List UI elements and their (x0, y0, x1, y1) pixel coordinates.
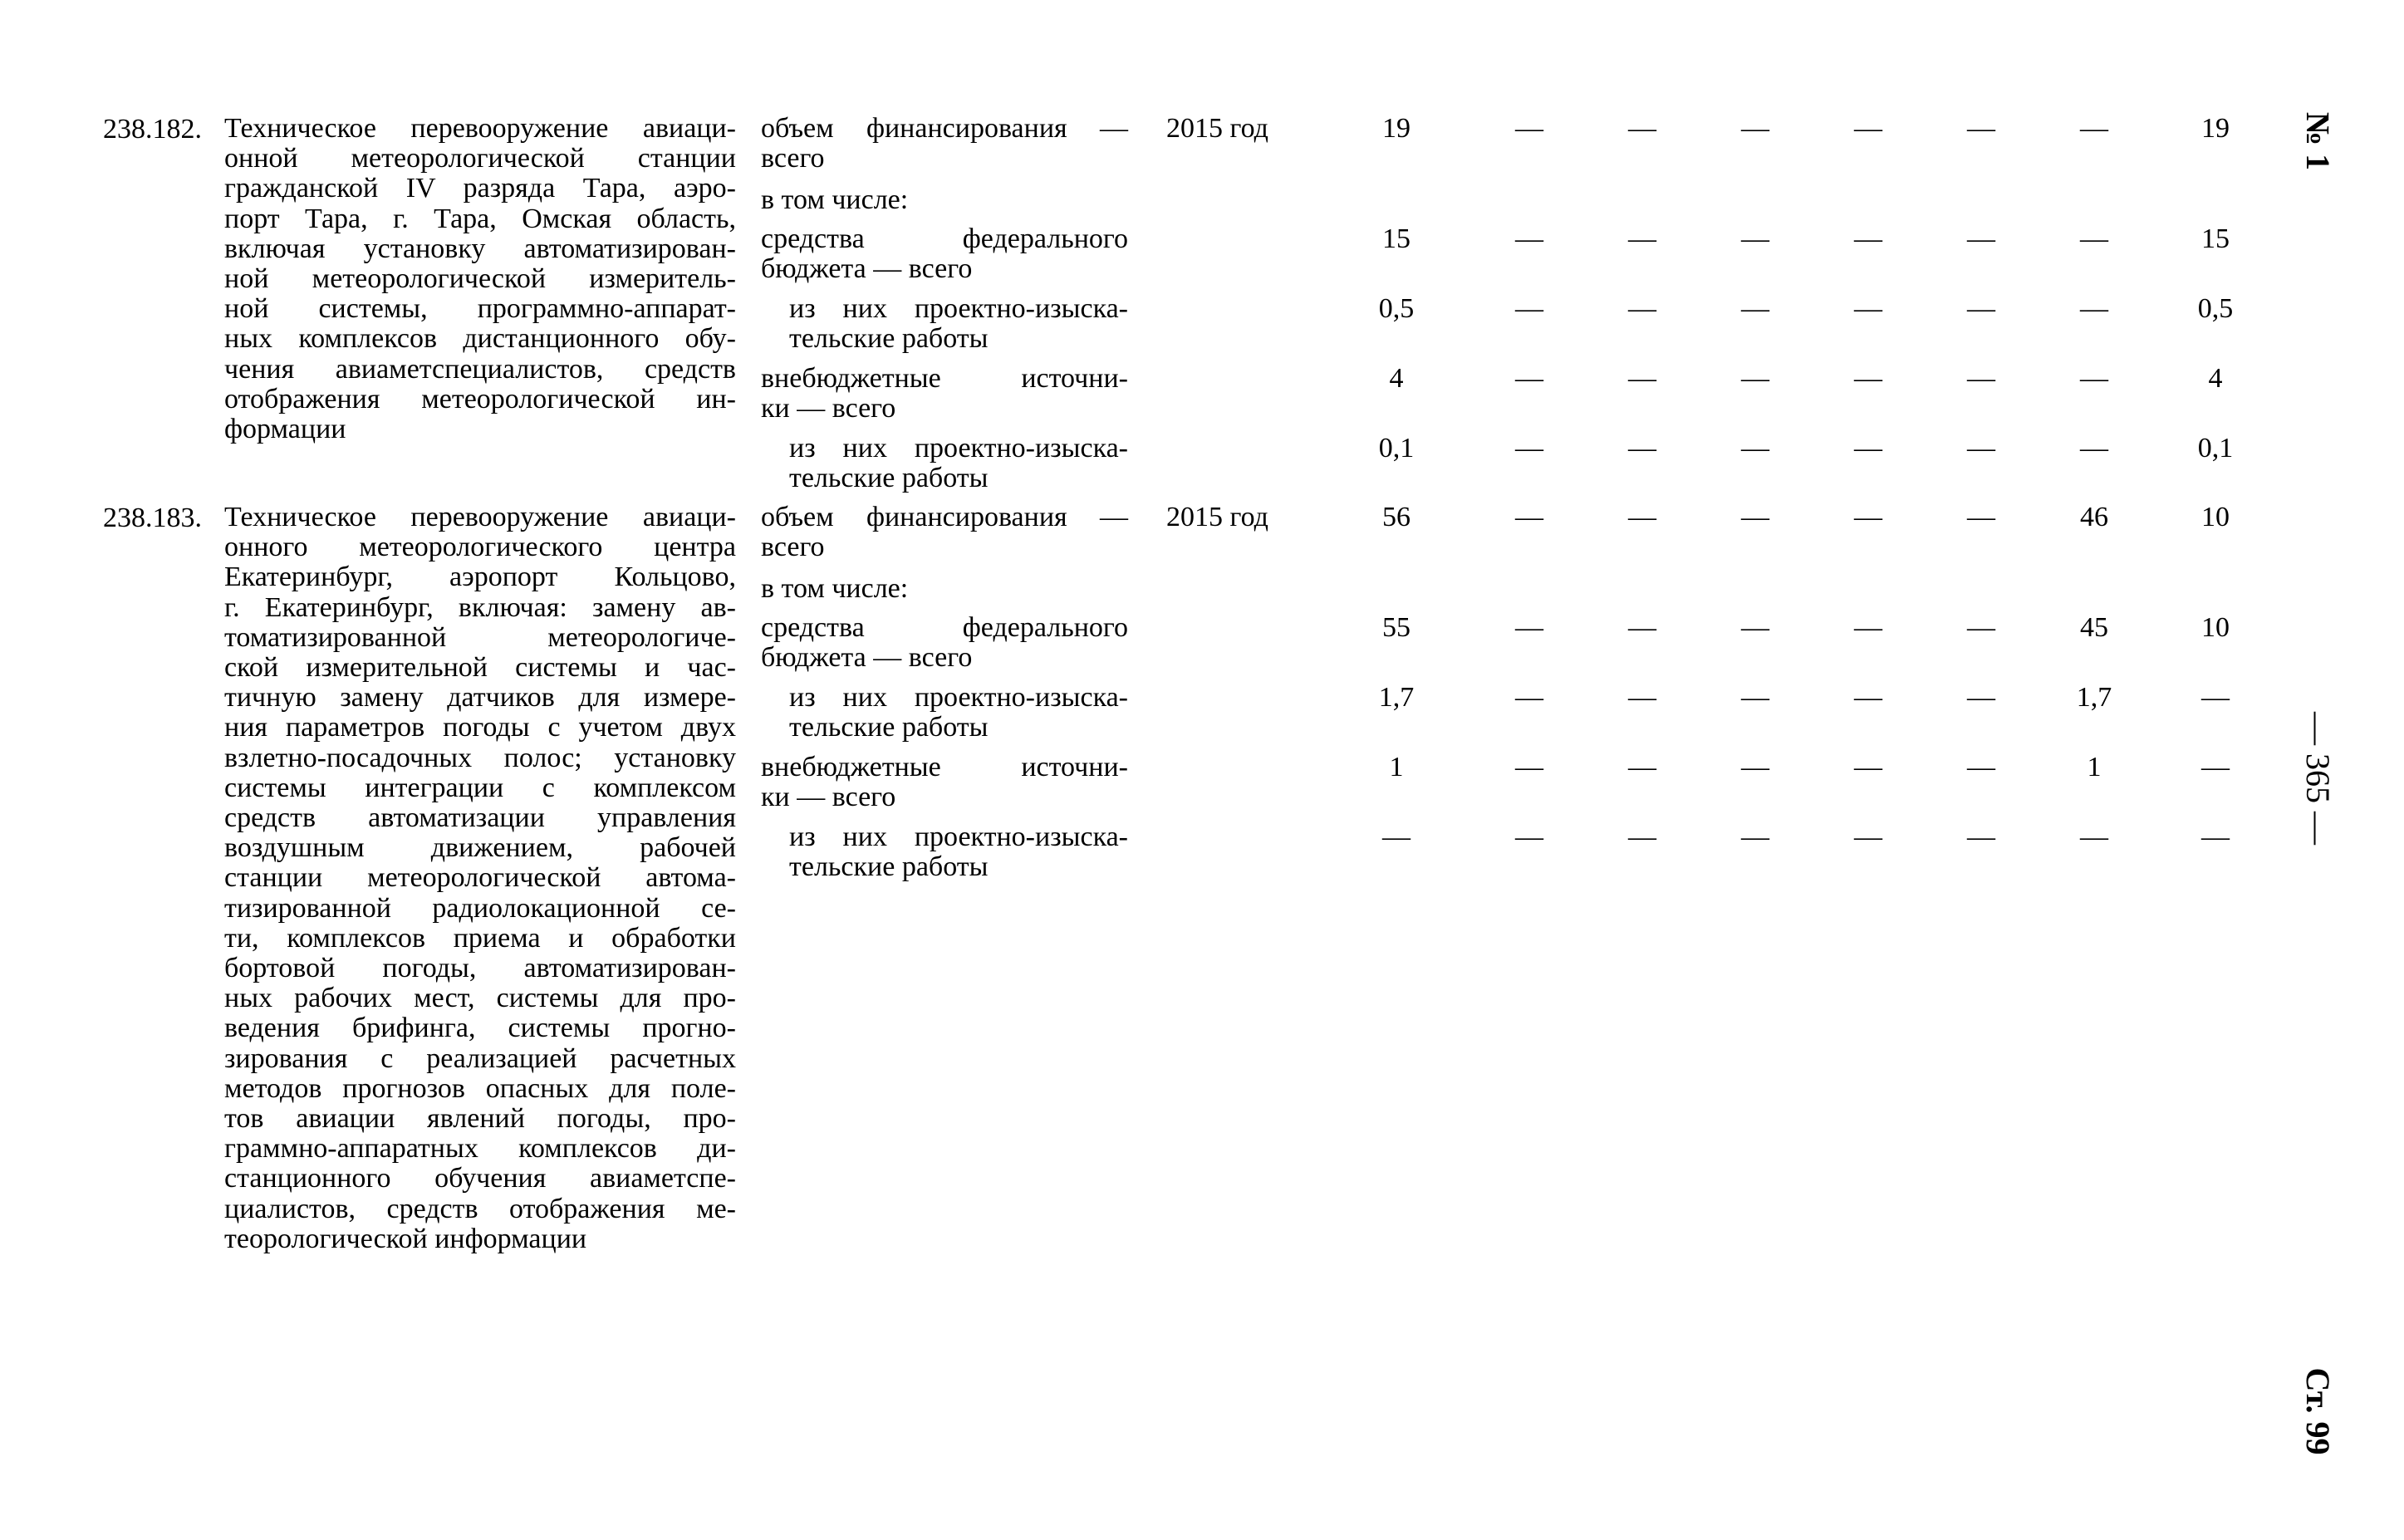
value-cell: — (1854, 113, 1882, 144)
value-cell: — (1967, 821, 1995, 852)
row-label (761, 364, 1128, 424)
value-cell: — (1741, 293, 1769, 324)
value-cell: — (1967, 113, 1995, 144)
description-line: г. Екатеринбург, включая: замену ав- (224, 591, 736, 623)
row-label-line: из них проектно-изыска- (789, 433, 1128, 463)
financing-row-extrabudgetary-design (0, 822, 2404, 884)
period: 2015 год (1166, 502, 1268, 532)
row-label (761, 753, 1128, 812)
value-cell: 0,1 (1378, 433, 1415, 463)
value-cell: — (1967, 502, 1995, 532)
financing-row-total (0, 503, 2404, 564)
value-cell: 15 (2201, 223, 2230, 254)
value-cell: — (1515, 433, 1543, 463)
row-label (761, 114, 1128, 174)
value-cell: — (1854, 752, 1882, 782)
description-line: Техническое перевооружение авиаци- (224, 113, 736, 144)
value-cell: — (1628, 113, 1656, 144)
value-cell: — (2080, 293, 2108, 324)
row-label (789, 294, 1128, 354)
description-line: станционного обучения авиаметспе- (224, 1163, 736, 1194)
description-line: методов прогнозов опасных для поле- (224, 1072, 736, 1104)
issue-number: № 1 (2299, 111, 2337, 171)
row-label (761, 503, 1128, 562)
in-that-number-label: в том числе: (761, 184, 909, 215)
value-cell: — (1628, 612, 1656, 643)
value-cell: — (1628, 363, 1656, 394)
description-line: ных комплексов дистанционного обу- (224, 323, 736, 355)
financing-row-federal-design (0, 683, 2404, 744)
value-cell: 1,7 (1378, 682, 1415, 713)
description-line: Техническое перевооружение авиаци- (224, 502, 736, 532)
value-cell: — (1741, 113, 1769, 144)
value-cell: 10 (2201, 502, 2230, 532)
value-cell: 56 (1382, 502, 1411, 532)
row-label-line: бюджета — всего (761, 642, 973, 673)
row-label-line: тельские работы (789, 712, 989, 743)
page-number: — 365 — (2299, 712, 2337, 845)
value-cell: — (1741, 363, 1769, 394)
description-line: ной системы, программно-аппарат- (224, 293, 736, 325)
value-cell: — (1628, 502, 1656, 532)
description-line: тов авиации явлений погоды, про- (224, 1103, 736, 1135)
value-cell: 55 (1382, 612, 1411, 643)
value-cell: 0,1 (2197, 433, 2234, 463)
value-cell: — (2201, 821, 2230, 852)
value-cell: — (1515, 752, 1543, 782)
description-line: порт Тара, г. Тара, Омская область, (224, 203, 736, 234)
description-line: онной метеорологической станции (224, 143, 736, 174)
value-cell: — (1854, 363, 1882, 394)
financing-row-extrabudgetary (0, 364, 2404, 425)
financing-row-federal (0, 613, 2404, 674)
value-cell: — (1515, 293, 1543, 324)
row-label-line: ки — всего (761, 782, 896, 812)
description-line: тизированной радиолокационной се- (224, 892, 736, 924)
in-that-number-label: в том числе: (761, 573, 909, 604)
row-label-line: ки — всего (761, 393, 896, 424)
value-cell: — (1628, 293, 1656, 324)
value-cell: 0,5 (1378, 293, 1415, 324)
value-cell: — (1967, 612, 1995, 643)
financing-row-federal (0, 224, 2404, 286)
value-cell: — (1628, 682, 1656, 713)
value-cell: — (1628, 223, 1656, 254)
value-cell: 1,7 (2076, 682, 2112, 713)
description-line: системы интеграции с комплексом (224, 772, 736, 803)
value-cell: — (1967, 363, 1995, 394)
description-line: тичную замену датчиков для измере- (224, 682, 736, 714)
description-line: ния параметров погоды с учетом двух (224, 712, 736, 743)
value-cell: — (1515, 363, 1543, 394)
value-cell: — (1515, 612, 1543, 643)
financing-row-federal-design (0, 294, 2404, 356)
row-label-line: внебюджетные источни- (761, 752, 1128, 782)
row-label-line: тельские работы (789, 463, 989, 493)
description-line: формации (224, 414, 346, 445)
value-cell: — (1515, 821, 1543, 852)
description-line: ти, комплексов приема и обработки (224, 922, 736, 954)
value-cell: 10 (2201, 612, 2230, 643)
value-cell: 15 (1382, 223, 1411, 254)
value-cell: 1 (1389, 752, 1404, 782)
row-label-line: из них проектно-изыска- (789, 682, 1128, 713)
value-cell: — (1741, 433, 1769, 463)
value-cell: — (1967, 752, 1995, 782)
value-cell: — (1854, 293, 1882, 324)
value-cell: — (1628, 433, 1656, 463)
value-cell: — (1741, 502, 1769, 532)
value-cell: — (1741, 682, 1769, 713)
description-line: онного метеорологического центра (224, 532, 736, 563)
value-cell: — (1741, 612, 1769, 643)
description-line: граммно-аппаратных комплексов ди- (224, 1133, 736, 1165)
value-cell: — (1967, 223, 1995, 254)
row-label-line: внебюджетные источни- (761, 363, 1128, 394)
description-line: станции метеорологической автома- (224, 862, 736, 894)
description-line: включая установку автоматизирован- (224, 233, 736, 264)
row-label-line: тельские работы (789, 323, 989, 354)
description-line: ской измерительной системы и час- (224, 652, 736, 684)
value-cell: — (1741, 752, 1769, 782)
row-label-line: тельские работы (789, 851, 989, 882)
row-label-line: всего (761, 532, 825, 562)
entry-number: 238.182. (103, 114, 202, 145)
row-label-line: средства федерального (761, 223, 1128, 254)
value-cell: — (2201, 752, 2230, 782)
value-cell: — (2080, 433, 2108, 463)
description-line: отображения метеорологической ин- (224, 383, 736, 414)
value-cell: — (1515, 113, 1543, 144)
value-cell: 4 (1389, 363, 1404, 394)
row-label-line: объем финансирования — (761, 113, 1128, 144)
description-line: циалистов, средств отображения ме- (224, 1193, 736, 1224)
value-cell: — (1854, 821, 1882, 852)
value-cell: — (1854, 502, 1882, 532)
value-cell: — (1515, 223, 1543, 254)
row-label-line: средства федерального (761, 612, 1128, 643)
description-line: зирования с реализацией расчетных (224, 1042, 736, 1074)
row-label (789, 434, 1128, 493)
financing-row-extrabudgetary-design (0, 434, 2404, 495)
value-cell: — (2080, 821, 2108, 852)
description-line: Екатеринбург, аэропорт Кольцово, (224, 562, 736, 593)
row-label-line: бюджета — всего (761, 253, 973, 284)
value-cell: — (1628, 752, 1656, 782)
row-label (761, 613, 1128, 673)
financing-row-total (0, 114, 2404, 175)
value-cell: — (1515, 502, 1543, 532)
value-cell: — (1854, 612, 1882, 643)
value-cell: — (2080, 223, 2108, 254)
value-cell: — (1741, 223, 1769, 254)
description-line: бортовой погоды, автоматизирован- (224, 953, 736, 984)
value-cell: 19 (2201, 113, 2230, 144)
value-cell: — (2080, 113, 2108, 144)
financing-row-extrabudgetary (0, 753, 2404, 814)
article-number: Ст. 99 (2299, 1367, 2337, 1455)
value-cell: — (1967, 293, 1995, 324)
description-line: средств автоматизации управления (224, 802, 736, 834)
value-cell: — (1854, 223, 1882, 254)
description-line: ной метеорологической измеритель- (224, 263, 736, 295)
description-line: воздушным движением, рабочей (224, 832, 736, 864)
value-cell: — (1854, 433, 1882, 463)
description-line: ведения брифинга, системы прогно- (224, 1013, 736, 1044)
value-cell: — (1967, 433, 1995, 463)
value-cell: — (1515, 682, 1543, 713)
period: 2015 год (1166, 113, 1268, 144)
description-line: томатизированной метеорологиче- (224, 621, 736, 653)
value-cell: 19 (1382, 113, 1411, 144)
value-cell: 45 (2080, 612, 2108, 643)
row-label-line: из них проектно-изыска- (789, 293, 1128, 324)
value-cell: — (1628, 821, 1656, 852)
description-line: чения авиаметспециалистов, средств (224, 353, 736, 385)
value-cell: — (1967, 682, 1995, 713)
description-line: гражданской IV разряда Тара, аэро- (224, 173, 736, 204)
value-cell: — (1854, 682, 1882, 713)
value-cell: 0,5 (2197, 293, 2234, 324)
description-line: взлетно-посадочных полос; установку (224, 742, 736, 773)
value-cell: — (2201, 682, 2230, 713)
value-cell: — (1382, 821, 1411, 852)
row-label (789, 822, 1128, 882)
row-label-line: объем финансирования — (761, 502, 1128, 532)
row-label (789, 683, 1128, 743)
value-cell: 46 (2080, 502, 2108, 532)
row-label-line: из них проектно-изыска- (789, 821, 1128, 852)
entry-number: 238.183. (103, 503, 202, 533)
description-line: теорологической информации (224, 1223, 587, 1254)
row-label-line: всего (761, 143, 825, 174)
value-cell: 4 (2208, 363, 2223, 394)
value-cell: — (1741, 821, 1769, 852)
row-label (761, 224, 1128, 284)
value-cell: — (2080, 363, 2108, 394)
value-cell: 1 (2087, 752, 2102, 782)
description-line: ных рабочих мест, системы для про- (224, 983, 736, 1014)
